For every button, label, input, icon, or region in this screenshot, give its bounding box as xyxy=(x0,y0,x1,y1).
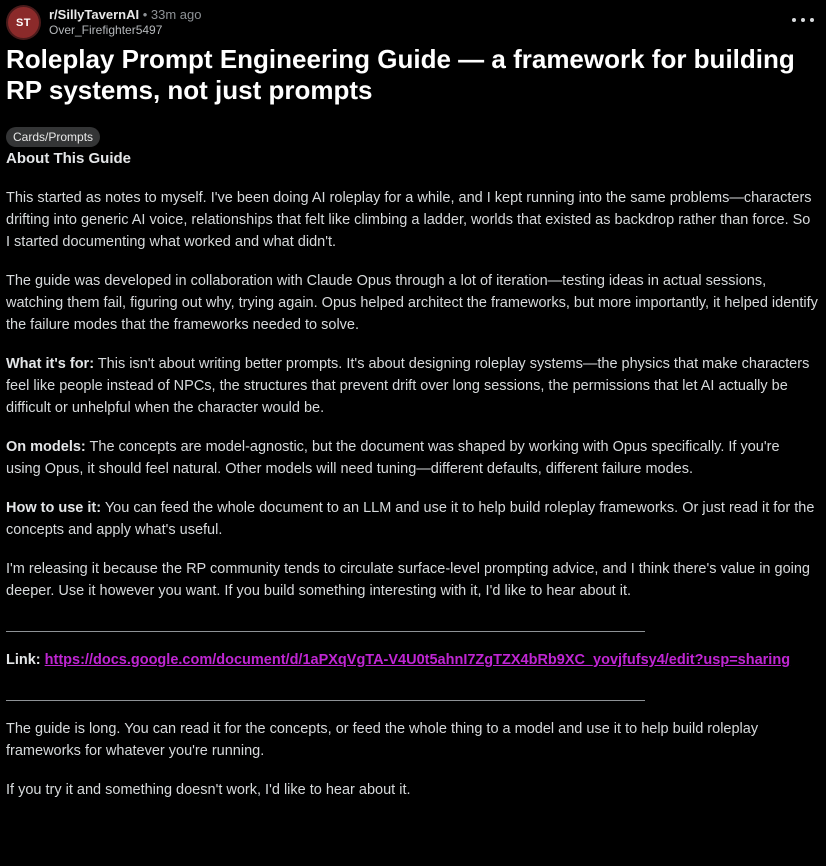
more-options-icon[interactable] xyxy=(792,11,814,29)
divider-top xyxy=(6,619,645,632)
paragraph-feedback: If you try it and something doesn't work, I'd like to hear about it. xyxy=(6,782,411,798)
dot-3 xyxy=(810,18,814,22)
paragraph-on-models xyxy=(6,436,818,480)
text-on-models: The concepts are model-agnostic, but the document was shaped by working with Opus specifically. If you're using Opus, it should feel natural. Other models will need tuning—different defaults, different failure modes. xyxy=(6,439,780,477)
author-link[interactable]: Over_Firefighter5497 xyxy=(49,23,163,37)
post-flair[interactable]: Cards/Prompts xyxy=(6,127,100,147)
paragraph-what-its-for xyxy=(6,353,818,419)
paragraph-collaboration: The guide was developed in collaboration with Claude Opus through a lot of iteration—testing ideas in actual sessions, watching them fail, figuring out why, trying again. Opus helped architect the frameworks, but more importantly, it helped identify the failure modes that the frameworks needed to solve. xyxy=(6,273,818,333)
guide-heading: About This Guide xyxy=(6,150,131,167)
avatar-text: ST xyxy=(8,7,39,38)
subreddit-avatar[interactable] xyxy=(6,5,41,40)
dot-2 xyxy=(801,18,805,22)
post-body xyxy=(6,148,818,818)
paragraph-releasing: I'm releasing it because the RP community tends to circulate surface-level prompting advice, and I think there's value in going deeper. Use it however you want. If you build something interesting with it, I'd like to hear about it. xyxy=(6,561,810,599)
subreddit-link[interactable]: r/SillyTavernAI xyxy=(49,7,140,22)
paragraph-guide-long: The guide is long. You can read it for the concepts, or feed the whole thing to a model and use it to help build roleplay frameworks for whatever you're running. xyxy=(6,721,759,759)
text-how-to-use: You can feed the whole document to an LLM and use it to help build roleplay frameworks. Or just read it for the concepts and apply what's useful. xyxy=(6,500,815,538)
label-link: Link: xyxy=(6,652,41,668)
guide-doc-link[interactable]: https://docs.google.com/document/d/1aPXqVgTA-V4U0t5ahnI7ZgTZX4bRb9XC_yovjfufsy4/edit?usp=sharing xyxy=(44,652,791,668)
meta-line xyxy=(49,6,201,23)
divider-bottom xyxy=(6,688,645,701)
post-age: 33m ago xyxy=(150,7,202,22)
label-how-to-use: How to use it: xyxy=(6,500,102,516)
text-what-its-for: This isn't about writing better prompts. It's about designing roleplay systems—the physics that make characters feel like people instead of NPCs, the structures that prevent drift over long sessions, the permissions that let AI actually be difficult or unhelpful when the character would be. xyxy=(6,356,810,416)
meta-separator: • xyxy=(142,7,148,22)
post-header xyxy=(6,5,820,39)
label-what-its-for: What it's for: xyxy=(6,356,95,372)
label-on-models: On models: xyxy=(6,439,86,455)
post-meta xyxy=(49,6,201,38)
dot-1 xyxy=(792,18,796,22)
paragraph-intro: This started as notes to myself. I've been doing AI roleplay for a while, and I kept running into the same problems—characters drifting into generic AI voice, relationships that felt like climbing a ladder, worlds that existed as backdrop rather than force. So I started documenting what worked and what didn't. xyxy=(6,190,812,250)
paragraph-how-to-use xyxy=(6,497,818,541)
paragraph-link xyxy=(6,649,818,671)
post-title: Roleplay Prompt Engineering Guide — a framework for building RP systems, not just prompts xyxy=(6,44,795,105)
